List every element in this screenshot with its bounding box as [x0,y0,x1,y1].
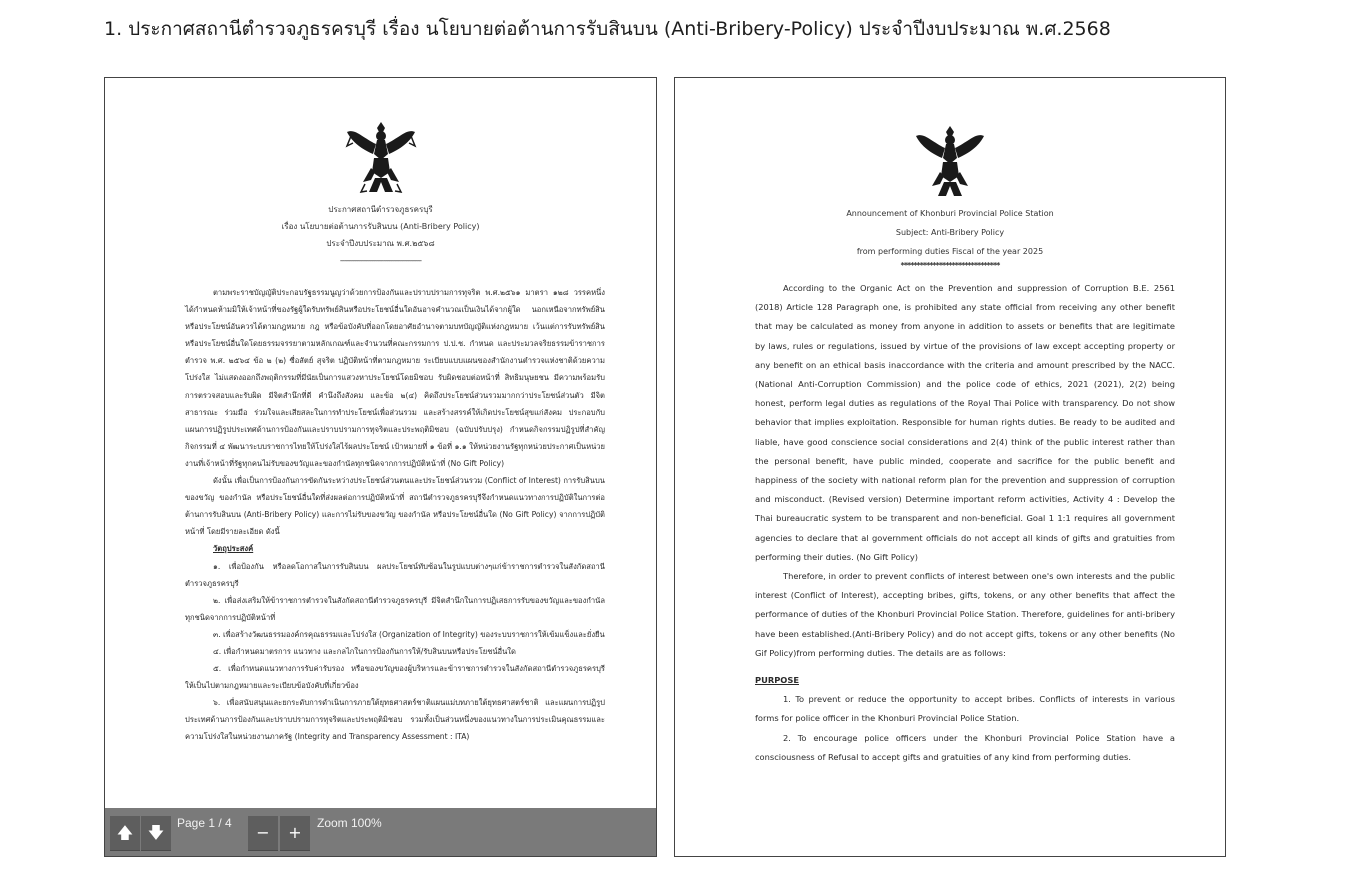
doc-heading-line-2: เรื่อง นโยบายต่อต้านการรับสินบน (Anti-Bribery Policy) [281,222,480,231]
purpose-item: 1. To prevent or reduce the opportunity to accept bribes. Conflicts of interests in various forms for police officer in the Khonburi Provincial Police Station. [755,694,1175,724]
doc-paragraph: According to the Organic Act on the Prevention and suppression of Corruption B.E. 2561 (2018) Article 128 Paragraph one, is prohibited any state official from receiving any other benefit that may be calculated as money from anyone in addition to assets or benefits that are legitimate by laws, rules or regulations, issued by virtue of the provisions of law except accepting property or any benefit on an ethical basis inaccordance with the criteria and amount prescribed by the NACC. (National Anti-Corruption Commission) and the police code of ethics, 2021 (2021), 2(2) being honest, perform legal duties as regulations of the Royal Thai Police with transparency. Do not show behavior that implies exploitation. Responsible for human rights duties. Be ready to be audited and liable, have good conscience social considerations and 2(4) think of the public interest rather than the personal benefit, have public minded, cooperate and sacrifice for the public benefit and happiness of the society with national reform plan for the prevention and suppression of corruption and misconduct. (Revised version) Determine important reform activities, Activity 4 : Develop the Thai bureaucratic system to be transparent and non-beneficial. Goal 1 1:1 requires all government agencies to declare that al government officials do not accept all kinds of gifts and gratuities from performing their duties. (No Gift Policy) [755,283,1175,562]
objective-item: ๖. เพื่อสนับสนุนและยกระดับการดำเนินการภายใต้ยุทธศาสตร์ชาติแผนแม่บทภายใต้ยุทธศาสตร์ชาติ และแผนการปฏิรูปประเทศด้านการป้องกันและปราบปรามการทุจริตและประพฤติมิชอบ รวมทั้งเป็นส่วนหนึ่งของแนวทางในการประเมินคุณธรรมและความโปร่งใสในหน่วยงานภาครัฐ (Integrity and Transparency Assessment : ITA) [185,698,605,742]
pdf-page-thai [105,78,656,856]
zoom-in-button[interactable]: + [280,816,310,850]
doc-heading-line-1: Announcement of Khonburi Provincial Police Station [846,209,1054,218]
objective-item: ๒. เพื่อส่งเสริมให้ข้าราชการตำรวจในสังกัดสถานีตำรวจภูธรครบุรี มีจิตสำนึกในการปฏิเสธการรับของขวัญและของกำนัลทุกชนิดจากการปฏิบัติหน้าที่ [185,595,605,622]
objective-item: ๑. เพื่อป้องกัน หรือลดโอกาสในการรับสินบน ผลประโยชน์ทับซ้อนในรูปแบบต่างๆแก่ข้าราชการตำรวจในสังกัดสถานีตำรวจภูธรครบุรี [185,561,605,588]
pdf-viewer-english[interactable] [674,77,1226,857]
pdf-viewer-thai[interactable] [104,77,657,857]
garuda-emblem-icon [341,118,421,198]
objective-item: ๓. เพื่อสร้างวัฒนธรรมองค์กรคุณธรรมและโปร่งใส (Organization of Integrity) ของระบบราชการให้เข้มแข็งและยั่งยืน [213,629,605,639]
doc-separator: ******************************* [900,261,1000,270]
zoom-indicator: Zoom 100% [317,816,382,830]
pdf-page-english [675,78,1225,856]
zoom-out-button[interactable]: − [248,816,278,850]
purpose-heading: PURPOSE [755,675,799,686]
purpose-item: 2. To encourage police officers under the Khonburi Provincial Police Station have a consciousness of Refusal to accept gifts and gratuities of any kind from performing duties. [755,732,1175,762]
doc-paragraph: ตามพระราชบัญญัติประกอบรัฐธรรมนูญว่าด้วยการป้องกันและปราบปรามการทุจริต พ.ศ.๒๕๖๑ มาตรา ๑๒๘ วรรคหนึ่ง ได้กำหนดห้ามมิให้เจ้าหน้าที่ของรัฐผู้ใดรับทรัพย์สินหรือประโยชน์อื่นใดอันอาจคำนวณเป็นเงินได้จากผู้ใด นอกเหนือจากทรัพย์สินหรือประโยชน์อันควรได้ตามกฎหมาย กฎ หรือข้อบังคับที่ออกโดยอาศัยอำนาจตามบทบัญญัติแห่งกฎหมาย เว้นแต่การรับทรัพย์สินหรือประโยชน์อื่นใดโดยธรรมจรรยาตามหลักเกณฑ์และจำนวนที่คณะกรรมการ ป.ป.ช. กำหนด และประมวลจริยธรรมข้าราชการตำรวจ พ.ศ. ๒๕๖๔ ข้อ ๒ (๒) ซื่อสัตย์ สุจริต ปฏิบัติหน้าที่ตามกฎหมาย ระเบียบแบบแผนของสำนักงานตำรวจแห่งชาติด้วยความโปร่งใส ไม่แสดงออกถึงพฤติกรรมที่มีนัยเป็นการแสวงหาประโยชน์โดยมิชอบ รับผิดชอบต่อหน้าที่ สิทธิมนุษยชน มีความพร้อมรับการตรวจสอบและรับผิด มีจิตสำนึกที่ดี คำนึงถึงสังคม และข้อ ๒(๔) คิดถึงประโยชน์ส่วนรวมมากกว่าประโยชน์ส่วนตัว มีจิตสาธารณะ ร่วมมือ ร่วมใจและเสียสละในการทำประโยชน์เพื่อส่วนรวม และสร้างสรรค์ให้เกิดประโยชน์สุขแก่สังคม ประกอบกับแผนการปฏิรูปประเทศด้านการป้องกันและปราบปรามการทุจริตและประพฤติมิชอบ (ฉบับปรับปรุง) กำหนดกิจกรรมปฏิรูปที่สำคัญ กิจกรรมที่ ๔ พัฒนาระบบราชการไทยให้โปร่งใสไร้ผลประโยชน์ เป้าหมายที่ ๑ ข้อที่ ๑.๑ ให้หน่วยงานรัฐทุกหน่วยประกาศเป็นหน่วยงานที่เจ้าหน้าที่รัฐทุกคนไม่รับของขวัญและของกำนัลทุกชนิดจากการปฏิบัติหน้าที่ (No Gift Policy) [185,288,605,468]
doc-paragraph: ดังนั้น เพื่อเป็นการป้องกันการขัดกันระหว่างประโยชน์ส่วนตนและประโยชน์ส่วนรวม (Conflict of Interest) การรับสินบน ของขวัญ ของกำนัล หรือประโยชน์อื่นใดที่ส่งผลต่อการปฏิบัติหน้าที่ สถานีตำรวจภูธรครบุรีจึงกำหนดแนวทางการปฏิบัติในการต่อต้านการรับสินบน (Anti-Bribery Policy) และการไม่รับของขวัญ ของกำนัล หรือประโยชน์อื่นใด (No Gift Policy) จากการปฏิบัติหน้าที่ โดยมีรายละเอียด ดังนี้ [185,476,605,537]
doc-body-english [755,279,1175,767]
objective-heading: วัตถุประสงค์ [213,544,254,554]
doc-heading-line-2: Subject: Anti-Bribery Policy [895,228,1005,237]
doc-separator: ------------------------------------------- [339,256,422,265]
next-page-button[interactable]: 🡇 [141,816,171,850]
garuda-emblem-icon [910,122,990,202]
doc-body-thai [185,284,605,746]
previous-page-button[interactable]: 🡅 [110,816,140,850]
objective-item: ๔. เพื่อกำหนดมาตรการ แนวทาง และกลไกในการป้องกันการให้/รับสินบนหรือประโยชน์อื่นใด [213,646,516,656]
viewer-toolbar [105,808,656,856]
doc-heading-line-3: from performing duties Fiscal of the year 2025 [856,247,1044,256]
objective-item: ๕. เพื่อกำหนดแนวทางการรับค่ารับรอง หรือของขวัญของผู้บริหารและข้าราชการตำรวจในสังกัดสถานีตำรวจภูธรครบุรี ให้เป็นไปตามกฎหมายและระเบียบข้อบังคับที่เกี่ยวข้อง [185,664,605,691]
page-title: 1. ประกาศสถานีตำรวจภูธรครบุรี เรื่อง นโยบายต่อต้านการรับสินบน (Anti-Bribery-Policy) ประจำปีงบประมาณ พ.ศ.2568 [104,18,1111,40]
doc-heading-line-1: ประกาศสถานีตำรวจภูธรครบุรี [328,205,433,214]
doc-heading-line-3: ประจำปีงบประมาณ พ.ศ.๒๕๖๘ [326,239,435,248]
doc-paragraph: Therefore, in order to prevent conflicts of interest between one's own interests and the public interest (Conflict of Interest), accepting bribes, gifts, tokens, or any other benefits that affect the performance of duties of the Khonburi Provincial Police Station. Therefore, guidelines for anti-bribery have been established.(Anti-Bribery Policy) and do not accept gifts, tokens or any other benefits (No Gif Policy)from performing duties. The details are as follows: [755,571,1175,658]
page-indicator: Page 1 / 4 [177,816,232,830]
